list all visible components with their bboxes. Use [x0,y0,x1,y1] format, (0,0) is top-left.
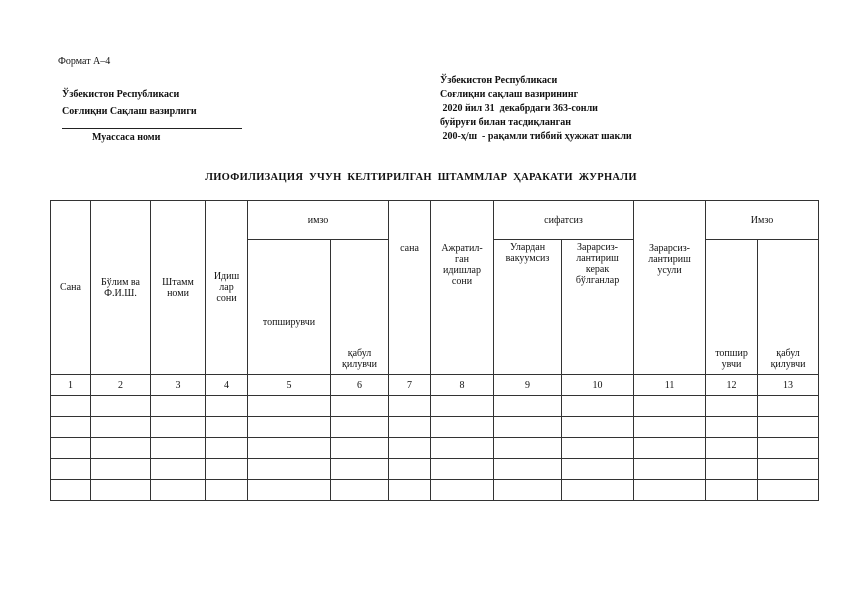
entry-cell[interactable] [758,480,819,501]
column-number: 5 [248,375,331,396]
right-header-line2: Соғлиқни сақлаш вазирининг [440,89,579,100]
entry-cell[interactable] [91,459,151,480]
column-number: 9 [494,375,562,396]
entry-cell[interactable] [706,438,758,459]
entry-cell[interactable] [431,438,494,459]
entry-cell[interactable] [431,417,494,438]
entry-cell[interactable] [51,396,91,417]
left-org-line1: Ўзбекистон Республикаси [62,89,180,100]
entry-cell[interactable] [151,396,206,417]
col-handed-over2-header: топшир увчи [706,240,758,375]
entry-cell[interactable] [248,396,331,417]
entry-cell[interactable] [91,438,151,459]
col-strain-header: Штамм номи [151,201,206,375]
col-received1-header: қабул қилувчи [331,240,389,375]
entry-cell[interactable] [634,396,706,417]
column-numbers-row [51,375,819,396]
signature-group1-header: имзо [248,201,389,240]
entry-cell[interactable] [431,396,494,417]
journal-title: ЛИОФИЛИЗАЦИЯ УЧУН КЕЛТИРИЛГАН ШТАММЛАР ҲАРАКАТИ ЖУРНАЛИ [205,172,637,183]
column-number: 3 [151,375,206,396]
entry-cell[interactable] [634,480,706,501]
entry-cell[interactable] [51,459,91,480]
column-number: 4 [206,375,248,396]
entry-cell[interactable] [151,417,206,438]
column-number: 2 [91,375,151,396]
entry-cell[interactable] [494,480,562,501]
entry-cell[interactable] [562,480,634,501]
entry-cell[interactable] [331,438,389,459]
entry-cell[interactable] [494,417,562,438]
entry-cell[interactable] [206,438,248,459]
entry-cell[interactable] [248,417,331,438]
entry-cell[interactable] [706,480,758,501]
entry-cell[interactable] [51,417,91,438]
left-org-header [62,86,197,120]
entry-cell[interactable] [151,480,206,501]
entry-cell[interactable] [706,459,758,480]
entry-cell[interactable] [758,438,819,459]
entry-cell[interactable] [389,438,431,459]
column-number: 7 [389,375,431,396]
entry-cell[interactable] [431,459,494,480]
entry-cell[interactable] [431,480,494,501]
entry-cell[interactable] [634,417,706,438]
right-header-line1: Ўзбекистон Республикаси [440,75,558,86]
column-number: 1 [51,375,91,396]
entry-cell[interactable] [562,438,634,459]
signature-group2-header: Имзо [706,201,819,240]
entry-cell[interactable] [494,396,562,417]
table-row [51,459,819,480]
entry-cell[interactable] [758,459,819,480]
header-row-top [51,201,819,240]
col-handed-over1-header: топширувчи [248,240,331,375]
entry-cell[interactable] [51,438,91,459]
column-number: 11 [634,375,706,396]
left-org-line2: Соғлиқни Сақлаш вазирлиги [62,106,197,117]
right-header-line4: буйруғи билан тасдиқланган [440,117,571,128]
entry-cell[interactable] [206,459,248,480]
entry-cell[interactable] [389,480,431,501]
entry-cell[interactable] [331,396,389,417]
journal-table [50,200,819,501]
col-date-header: Сана [51,201,91,375]
entry-cell[interactable] [91,480,151,501]
column-number: 6 [331,375,389,396]
entry-cell[interactable] [634,459,706,480]
journal-entries [51,396,819,501]
col-department-header: Бўлим ва Ф.И.Ш. [91,201,151,375]
column-number: 8 [431,375,494,396]
poor-quality-group-header: сифатсиз [494,201,634,240]
entry-cell[interactable] [91,417,151,438]
entry-cell[interactable] [248,480,331,501]
entry-cell[interactable] [206,396,248,417]
table-row [51,438,819,459]
entry-cell[interactable] [389,396,431,417]
entry-cell[interactable] [331,459,389,480]
entry-cell[interactable] [51,480,91,501]
entry-cell[interactable] [151,459,206,480]
entry-cell[interactable] [706,417,758,438]
col-received2-header: қабул қилувчи [758,240,819,375]
entry-cell[interactable] [758,417,819,438]
entry-cell[interactable] [389,459,431,480]
format-label: Формат А–4 [58,56,111,67]
right-approval-header [440,74,632,144]
entry-cell[interactable] [562,417,634,438]
entry-cell[interactable] [331,480,389,501]
entry-cell[interactable] [634,438,706,459]
col-to-disinfect-header: Зарарсиз- лантириш керак бўлганлар [562,240,634,375]
column-number: 10 [562,375,634,396]
table-row [51,396,819,417]
table-row [51,480,819,501]
entry-cell[interactable] [151,438,206,459]
entry-cell[interactable] [494,459,562,480]
entry-cell[interactable] [331,417,389,438]
entry-cell[interactable] [562,459,634,480]
entry-cell[interactable] [248,438,331,459]
col-vessels-header: Идиш лар сони [206,201,248,375]
col-disinfection-method-header: Зарарсиз- лантириш усули [634,201,706,375]
entry-cell[interactable] [758,396,819,417]
entry-cell[interactable] [248,459,331,480]
col-date2-header: сана [389,201,431,375]
institution-label: Муассаса номи [92,132,161,143]
entry-cell[interactable] [91,396,151,417]
col-vacuum-free-header: Улардан вакуумсиз [494,240,562,375]
column-number: 13 [758,375,819,396]
table-row [51,417,819,438]
entry-cell[interactable] [706,396,758,417]
entry-cell[interactable] [206,417,248,438]
entry-cell[interactable] [562,396,634,417]
entry-cell[interactable] [389,417,431,438]
col-separated-vessels-header: Ажратил- ган идишлар сони [431,201,494,375]
entry-cell[interactable] [494,438,562,459]
entry-cell[interactable] [206,480,248,501]
column-number: 12 [706,375,758,396]
right-header-line3: 2020 йил 31 декабрдаги 363-сонли [440,103,598,114]
institution-name-line [62,128,242,129]
right-header-line5: 200-ҳ/ш - рақамли тиббий ҳужжат шакли [440,131,632,142]
